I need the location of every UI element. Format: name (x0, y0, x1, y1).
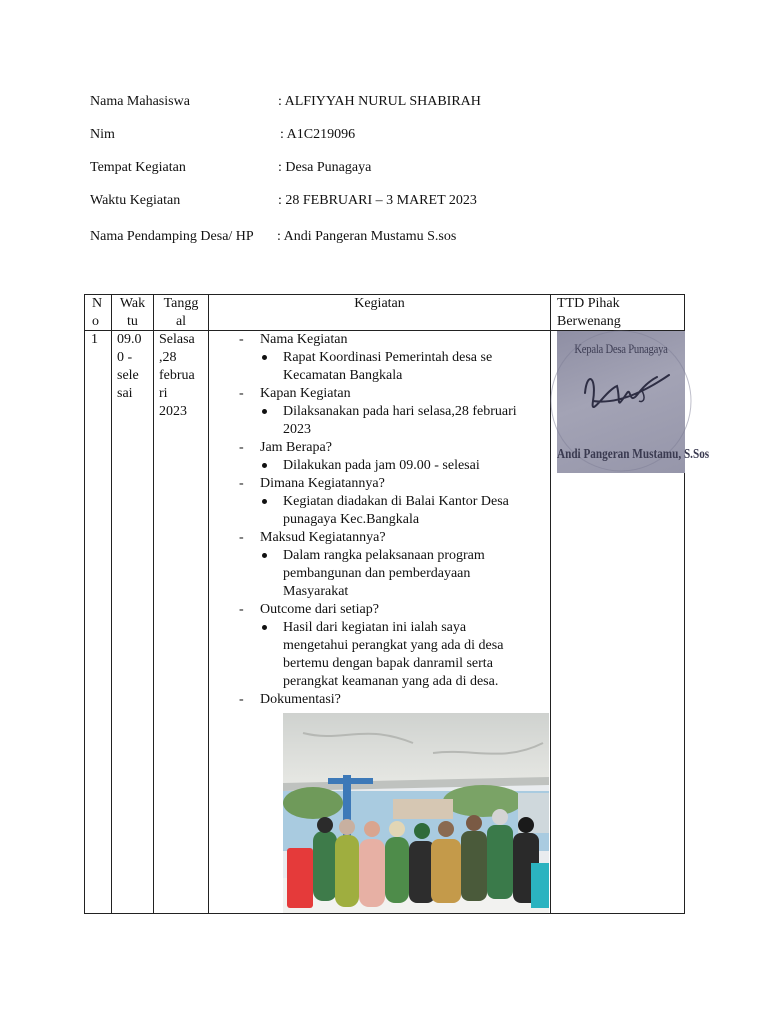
question-text: Jam Berapa? (260, 440, 332, 455)
question-text: Kapan Kegiatan (260, 386, 351, 401)
answer-line: 2023 (283, 422, 311, 437)
answer-line: Dilakukan pada jam 09.00 - selesai (283, 458, 480, 473)
row-tanggal (159, 331, 195, 421)
question-item (235, 601, 535, 619)
question-text: Nama Kegiatan (260, 332, 348, 347)
answer-item (235, 547, 535, 601)
row-waktu-line: 09.0 (117, 332, 142, 347)
header-no-line: o (92, 314, 99, 329)
header-tanggal-line: al (175, 314, 187, 329)
question-text: Dimana Kegiatannya? (260, 476, 385, 491)
dash-marker: - (239, 692, 244, 707)
answer-line: Dilaksanakan pada hari selasa,28 februari (283, 404, 517, 419)
dash-marker: - (239, 476, 244, 491)
answer-line: Kecamatan Bangkala (283, 368, 403, 383)
bullet-icon (262, 553, 267, 558)
info-value: : 28 FEBRUARI – 3 MARET 2023 (278, 193, 477, 208)
question-item (235, 691, 535, 709)
dash-marker: - (239, 332, 244, 347)
info-label: Tempat Kegiatan (90, 160, 186, 175)
documentation-photo (283, 713, 549, 913)
info-value: : Desa Punagaya (278, 160, 372, 175)
row-tanggal-line: februa (159, 368, 195, 383)
header-waktu-line: Wak (119, 296, 146, 311)
dash-marker: - (239, 530, 244, 545)
answer-line: Masyarakat (283, 584, 349, 599)
question-text: Dokumentasi? (260, 692, 341, 707)
header-tanggal (154, 295, 208, 331)
question-text: Outcome dari setiap? (260, 602, 379, 617)
question-item (235, 385, 535, 403)
info-label: Nama Mahasiswa (90, 94, 190, 109)
stamp-title-text: Kepala Desa Punagaya (574, 341, 668, 356)
header-no-line: N (92, 296, 103, 311)
info-label: Waktu Kegiatan (90, 193, 181, 208)
row-tanggal-line: Selasa (159, 332, 195, 347)
answer-line: Dalam rangka pelaksanaan program (283, 548, 485, 563)
question-item (235, 331, 535, 349)
answer-line: perangkat keamanan yang ada di desa. (283, 674, 499, 689)
answer-line: bertemu dengan bapak danramil serta (283, 656, 493, 671)
answer-item (235, 493, 535, 529)
row-tanggal-line: ri (159, 386, 168, 401)
question-item (235, 439, 535, 457)
row-tanggal-line: 2023 (159, 404, 187, 419)
answer-line: Hasil dari kegiatan ini ialah saya (283, 620, 467, 635)
bullet-icon (262, 463, 267, 468)
header-no (92, 295, 102, 331)
answer-line: Rapat Koordinasi Pemerintah desa se (283, 350, 493, 365)
dash-marker: - (239, 440, 244, 455)
bullet-icon (262, 355, 267, 360)
column-divider (153, 295, 154, 913)
answer-line: pembangunan dan pemberdayaan (283, 566, 471, 581)
activity-list (235, 331, 535, 709)
info-label: Nama Pendamping Desa/ HP (90, 229, 254, 244)
answer-line: punagaya Kec.Bangkala (283, 512, 420, 527)
activity-table (84, 294, 710, 914)
answer-item (235, 457, 535, 475)
row-waktu-line: 0 - (117, 350, 133, 365)
bullet-icon (262, 499, 267, 504)
info-value: : Andi Pangeran Mustamu S.sos (277, 229, 457, 244)
question-item (235, 529, 535, 547)
info-value: : A1C219096 (280, 127, 356, 142)
column-divider (208, 295, 209, 913)
row-waktu-line: sele (117, 368, 139, 383)
answer-item (235, 349, 535, 385)
dash-marker: - (239, 386, 244, 401)
answer-line: Kegiatan diadakan di Balai Kantor Desa (283, 494, 509, 509)
dash-marker: - (239, 602, 244, 617)
header-ttd-line: TTD Pihak (557, 296, 620, 311)
column-divider (111, 295, 112, 913)
group-photo-image (283, 713, 549, 913)
answer-item (235, 619, 535, 691)
info-label: Nim (90, 127, 115, 142)
info-value: : ALFIYYAH NURUL SHABIRAH (278, 94, 481, 109)
signature-stamp-image (557, 331, 710, 473)
bullet-icon (262, 409, 267, 414)
row-waktu-line: sai (117, 386, 133, 401)
header-tanggal-line: Tangg (163, 296, 199, 311)
answer-item (235, 403, 535, 439)
question-text: Maksud Kegiatannya? (260, 530, 386, 545)
answer-line: mengetahui perangkat yang ada di desa (283, 638, 504, 653)
stamp-name-text: Andi Pangeran Mustamu, S.Sos (557, 447, 710, 462)
bullet-icon (262, 625, 267, 630)
header-ttd (557, 295, 621, 331)
row-waktu (117, 331, 142, 403)
header-kegiatan: Kegiatan (354, 296, 405, 311)
header-waktu-line: tu (127, 314, 138, 329)
header-waktu (112, 295, 153, 331)
header-ttd-line: Berwenang (557, 314, 621, 329)
column-divider (550, 295, 551, 913)
row-tanggal-line: ,28 (159, 350, 177, 365)
question-item (235, 475, 535, 493)
row-no: 1 (91, 332, 98, 347)
